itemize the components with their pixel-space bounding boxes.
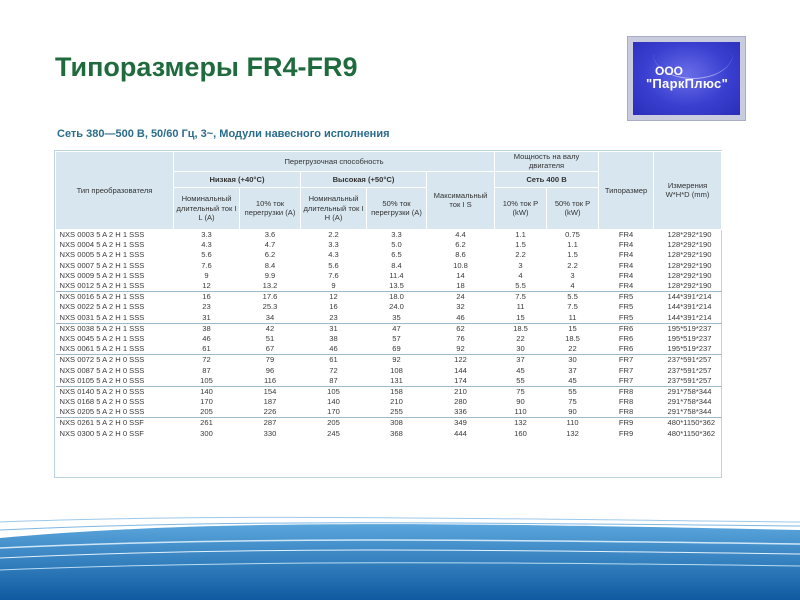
table-cell: 18 (456, 281, 465, 290)
table-cell: 72 (174, 355, 240, 366)
table-cell: NXS 0003 5 A 2 H 1 SSS (59, 230, 145, 240)
table-cell: FR4 (618, 240, 634, 250)
table-cell: NXS 0045 5 A 2 H 1 SSS (59, 333, 145, 343)
table-cell: NXS 0031 5 A 2 H 1 SSS (59, 312, 145, 322)
table-cell: 4.7 (264, 240, 276, 250)
table-cell: NXS 0205 5 A 2 H 0 SSS (59, 407, 145, 417)
table-row (56, 376, 722, 387)
table-cell: 1.5 (515, 240, 526, 250)
header-net400: Сеть 400 В (495, 171, 599, 187)
table-cell: 6.5 (391, 250, 402, 260)
table-cell: 195*519*237 (654, 323, 722, 334)
table-cell: NXS 0007 5 A 2 H 1 SSS (59, 260, 145, 270)
table-cell: NXS 0105 5 A 2 H 0 SSS (59, 375, 145, 385)
table-cell: 7.6 (328, 270, 339, 280)
table-cell: 195*519*237 (667, 344, 712, 354)
table-cell: 9 (331, 281, 336, 290)
wave-graphic (0, 500, 800, 600)
table-cell: 291*758*344 (654, 386, 722, 397)
table-cell: 7.5 (495, 292, 547, 303)
table-cell: 3.3 (201, 230, 212, 240)
table-cell: 4 (518, 270, 523, 280)
table-cell: 8.4 (391, 260, 402, 270)
table-cell: 67 (265, 344, 275, 354)
table-cell: 75 (495, 386, 547, 397)
table-cell: 105 (301, 386, 367, 397)
table-cell: 336 (454, 407, 467, 417)
table-cell: 140 (174, 386, 240, 397)
table-cell: 7.5 (567, 302, 578, 312)
table-row (56, 365, 722, 375)
table-cell: 128*292*190 (667, 281, 712, 290)
table-cell: 5.5 (515, 281, 526, 290)
table-cell: 205 (301, 418, 367, 429)
table-cell: NXS 0005 5 A 2 H 1 SSS (59, 250, 145, 260)
table-cell: FR5 (618, 302, 634, 312)
table-cell: 2.2 (567, 260, 578, 270)
table-cell: FR6 (599, 323, 654, 334)
table-cell: 255 (390, 407, 403, 417)
table-cell: 131 (390, 375, 403, 385)
table-cell: 1.1 (515, 230, 526, 240)
table-cell: 4.3 (201, 240, 212, 250)
table-cell: 5.0 (391, 240, 402, 250)
table-row (56, 355, 722, 366)
table-cell: 261 (174, 418, 240, 429)
table-cell: 45 (568, 375, 577, 385)
table-cell: FR6 (618, 344, 634, 354)
table-cell: FR4 (618, 281, 634, 290)
table-row (56, 386, 722, 397)
table-cell: 140 (327, 397, 340, 407)
spec-table-container (54, 150, 722, 478)
table-cell: 11 (516, 302, 525, 312)
table-cell: 287 (240, 418, 301, 429)
table-cell: 24 (427, 292, 495, 303)
table-cell: 128*292*190 (667, 270, 712, 280)
table-row (56, 261, 722, 271)
table-cell: 23 (329, 312, 338, 322)
table-cell: 15 (547, 323, 599, 334)
table-cell: 38 (174, 323, 240, 334)
table-cell: 108 (390, 365, 403, 375)
table-cell: NXS 0261 5 A 2 H 0 SSF (56, 418, 174, 429)
table-row (56, 312, 722, 323)
table-cell: 195*519*237 (667, 333, 712, 343)
table-cell: 349 (427, 418, 495, 429)
table-cell: 30 (547, 355, 599, 366)
table-cell: 210 (427, 386, 495, 397)
table-cell: 144*391*214 (654, 292, 722, 303)
table-cell: 160 (514, 428, 527, 438)
header-power: Мощность на валу двигателя (495, 152, 599, 172)
header-frame: Типоразмер (599, 152, 654, 230)
table-cell: 3.3 (328, 240, 339, 250)
table-cell: 37 (495, 355, 547, 366)
table-cell: 37 (568, 365, 577, 375)
table-cell: 61 (301, 355, 367, 366)
table-cell: 2.2 (515, 250, 526, 260)
table-cell: 25.3 (262, 302, 278, 312)
table-cell: FR8 (618, 397, 634, 407)
table-row (56, 429, 722, 439)
table-cell: FR9 (618, 428, 634, 438)
table-row (56, 250, 722, 260)
table-cell: NXS 0072 5 A 2 H 0 SSS (56, 355, 174, 366)
header-low: Низкая (+40°C) (174, 171, 301, 187)
header-p50: 50% ток P (kW) (547, 187, 599, 229)
table-cell: 13.2 (262, 281, 278, 290)
table-cell: 87 (329, 375, 338, 385)
header-high: Высокая (+50°C) (301, 171, 427, 187)
table-cell: 4.3 (328, 250, 339, 260)
table-cell: 144*391*214 (667, 312, 712, 322)
table-cell: FR7 (618, 375, 634, 385)
table-cell: FR7 (618, 365, 634, 375)
table-row (56, 292, 722, 303)
table-cell: 22 (516, 333, 525, 343)
table-cell: 116 (263, 375, 277, 385)
table-cell: 4.4 (455, 230, 466, 240)
table-cell: 110 (514, 407, 527, 417)
table-cell: NXS 0300 5 A 2 H 0 SSF (59, 428, 144, 438)
table-cell: 1.1 (567, 240, 578, 250)
table-cell: 92 (367, 355, 427, 366)
table-cell: 55 (516, 375, 525, 385)
table-row (56, 344, 722, 355)
table-cell: NXS 0016 5 A 2 H 1 SSS (56, 292, 174, 303)
table-cell: 11.4 (389, 270, 404, 280)
table-cell: 55 (547, 386, 599, 397)
header-p10: 10% ток P (kW) (495, 187, 547, 229)
table-row (56, 334, 722, 344)
table-cell: 13.5 (389, 281, 404, 290)
table-cell: 3 (570, 270, 575, 280)
table-cell: 237*591*257 (654, 355, 722, 366)
header-high-nom: Номинальный длительный ток I H (A) (301, 187, 367, 229)
table-row (56, 271, 722, 281)
table-cell: 226 (263, 407, 277, 417)
table-cell: 38 (329, 333, 338, 343)
table-cell: 280 (454, 397, 467, 407)
decorative-wave-band (0, 500, 800, 600)
table-cell: 9.9 (264, 270, 276, 280)
table-cell: 480*1150*362 (667, 428, 716, 438)
table-cell: 210 (390, 397, 403, 407)
table-cell: 46 (329, 344, 338, 354)
table-cell: 3 (518, 260, 523, 270)
header-high-50: 50% ток перегрузки (A) (367, 187, 427, 229)
table-cell: FR5 (599, 292, 654, 303)
table-cell: 158 (367, 386, 427, 397)
table-cell: 2.2 (328, 230, 339, 240)
table-cell: 144*391*214 (667, 302, 712, 312)
table-cell: 8.6 (455, 250, 466, 260)
table-cell: 45 (516, 365, 525, 375)
table-cell: 16 (329, 302, 338, 312)
table-cell: 3.3 (391, 230, 402, 240)
table-cell: 22 (568, 344, 577, 354)
table-cell: 5.6 (201, 250, 212, 260)
header-low-10: 10% ток перегрузки (A) (240, 187, 301, 229)
header-overload: Перегрузочная способность (174, 152, 495, 172)
table-cell: 5.6 (328, 260, 339, 270)
table-cell: 237*591*257 (667, 365, 712, 375)
table-row (56, 281, 722, 292)
table-row (56, 302, 722, 312)
company-logo (627, 36, 746, 121)
table-cell: 122 (427, 355, 495, 366)
table-cell: 23 (202, 302, 211, 312)
table-cell: 291*758*344 (667, 407, 712, 417)
table-cell: 12 (202, 281, 211, 290)
table-cell: 154 (240, 386, 301, 397)
table-cell: 18.0 (367, 292, 427, 303)
header-low-nom: Номинальный длительный ток I L (A) (174, 187, 240, 229)
table-cell: 308 (367, 418, 427, 429)
table-cell: 170 (327, 407, 340, 417)
table-cell: 76 (456, 333, 465, 343)
table-cell: 17.6 (240, 292, 301, 303)
header-type: Тип преобразователя (56, 152, 174, 230)
table-cell: 69 (392, 344, 401, 354)
table-cell: 132 (566, 428, 579, 438)
table-cell: 110 (547, 418, 599, 429)
table-cell: NXS 0087 5 A 2 H 0 SSS (59, 365, 145, 375)
table-cell: 170 (200, 397, 213, 407)
table-row (56, 418, 722, 429)
table-cell: NXS 0004 5 A 2 H 1 SSS (59, 240, 145, 250)
table-cell: 6.2 (264, 250, 276, 260)
table-cell: 46 (202, 333, 211, 343)
table-cell: 57 (392, 333, 401, 343)
table-cell: 30 (516, 344, 525, 354)
table-cell: 31 (202, 312, 211, 322)
table-cell: NXS 0012 5 A 2 H 1 SSS (59, 281, 145, 290)
table-cell: NXS 0009 5 A 2 H 1 SSS (59, 270, 145, 280)
logo-globe-icon (633, 42, 740, 115)
table-cell: 6.2 (455, 240, 466, 250)
table-cell: FR7 (599, 355, 654, 366)
table-cell: 105 (200, 375, 213, 385)
table-cell: 42 (240, 323, 301, 334)
table-cell: 128*292*190 (667, 240, 712, 250)
header-dims: Измерения W*H*D (mm) (654, 152, 722, 230)
table-cell: 62 (427, 323, 495, 334)
table-cell: 24.0 (389, 302, 404, 312)
table-row (56, 397, 722, 407)
table-cell: 0.75 (565, 230, 580, 240)
table-cell: 35 (392, 312, 401, 322)
table-cell: 144 (454, 365, 467, 375)
table-cell: 51 (265, 333, 275, 343)
table-cell: 3.6 (264, 230, 276, 240)
table-row (56, 323, 722, 334)
table-cell: 32 (456, 302, 465, 312)
table-cell: FR6 (618, 333, 634, 343)
table-cell: 79 (240, 355, 301, 366)
table-body (56, 229, 722, 438)
table-cell: 14 (456, 270, 465, 280)
table-cell: FR4 (618, 230, 634, 240)
table-cell: 11 (568, 312, 577, 322)
table-subtitle: Сеть 380—500 В, 50/60 Гц, 3~, Модули навесного исполнения (57, 128, 390, 140)
table-cell: 8.4 (264, 260, 276, 270)
table-cell: 92 (456, 344, 465, 354)
table-cell: 18.5 (565, 333, 580, 343)
table-cell: NXS 0061 5 A 2 H 1 SSS (59, 344, 145, 354)
header-max: Максимальный ток I S (427, 171, 495, 229)
table-row (56, 240, 722, 250)
table-cell: 480*1150*362 (654, 418, 722, 429)
table-cell: 291*758*344 (667, 397, 712, 407)
table-cell: 174 (454, 375, 467, 385)
table-cell: FR4 (618, 250, 634, 260)
table-cell: NXS 0022 5 A 2 H 1 SSS (59, 302, 145, 312)
table-cell: 128*292*190 (667, 250, 712, 260)
table-cell: NXS 0168 5 A 2 H 0 SSS (59, 397, 145, 407)
slide-title: Типоразмеры FR4-FR9 (55, 52, 358, 82)
table-cell: 72 (329, 365, 338, 375)
table-cell: FR8 (599, 386, 654, 397)
logo-prefix: ООО (655, 64, 684, 78)
table-cell: 12 (301, 292, 367, 303)
table-cell: NXS 0140 5 A 2 H 0 SSS (56, 386, 174, 397)
table-cell: FR8 (618, 407, 634, 417)
table-cell: 9 (204, 270, 209, 280)
table-cell: 46 (456, 312, 465, 322)
table-cell: 31 (301, 323, 367, 334)
table-cell: 368 (390, 428, 403, 438)
table-cell: 7.6 (201, 260, 212, 270)
table-cell: 87 (202, 365, 211, 375)
table-cell: 47 (367, 323, 427, 334)
table-cell: 128*292*190 (667, 260, 712, 270)
table-cell: 444 (454, 428, 467, 438)
table-cell: 75 (568, 397, 577, 407)
table-cell: 15 (516, 312, 525, 322)
table-cell: FR9 (599, 418, 654, 429)
logo-name: "ПаркПлюс" (645, 76, 729, 91)
table-cell: 10.8 (453, 260, 468, 270)
spec-table (55, 151, 722, 439)
table-cell: 237*591*257 (667, 375, 712, 385)
table-cell: 132 (495, 418, 547, 429)
table-cell: 96 (265, 365, 275, 375)
table-cell: FR4 (618, 270, 634, 280)
table-cell: 300 (200, 428, 213, 438)
table-cell: NXS 0038 5 A 2 H 1 SSS (56, 323, 174, 334)
table-cell: 128*292*190 (667, 230, 712, 240)
table-cell: FR5 (618, 312, 634, 322)
table-cell: 90 (568, 407, 577, 417)
table-cell: 16 (174, 292, 240, 303)
table-cell: 4 (570, 281, 575, 290)
table-cell: 205 (200, 407, 213, 417)
table-cell: 18.5 (495, 323, 547, 334)
table-row (56, 407, 722, 418)
table-cell: 5.5 (547, 292, 599, 303)
table-cell: 90 (516, 397, 525, 407)
table-cell: 34 (265, 312, 275, 322)
table-row (56, 229, 722, 240)
table-cell: FR4 (618, 260, 634, 270)
table-cell: 61 (202, 344, 211, 354)
table-cell: 330 (263, 428, 277, 438)
table-cell: 245 (327, 428, 340, 438)
table-cell: 187 (263, 397, 277, 407)
table-cell: 1.5 (567, 250, 578, 260)
